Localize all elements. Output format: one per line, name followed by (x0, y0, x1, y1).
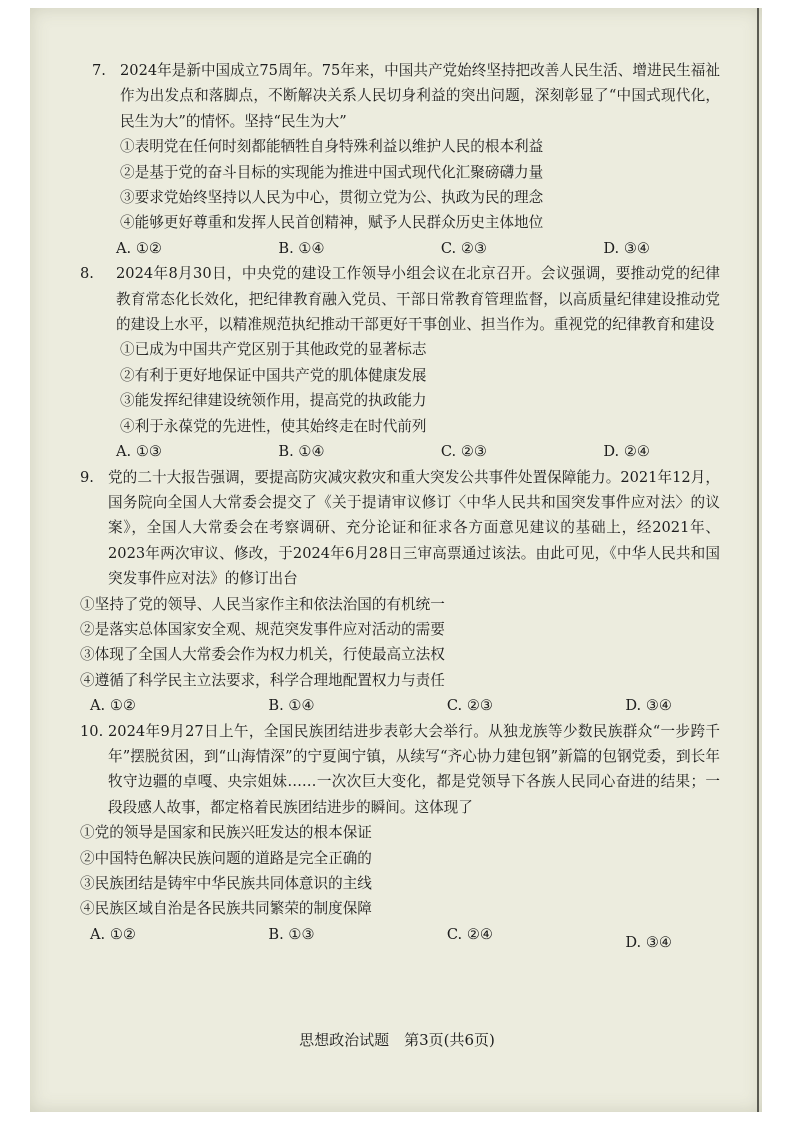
answer-options (80, 922, 720, 951)
option-c: C. ②③ (440, 239, 487, 257)
option-b: B. ①④ (278, 239, 325, 257)
statement-1: ①坚持了党的领导、人民当家作主和依法治国的有机统一 (80, 595, 445, 613)
statement-4: ④利于永葆党的先进性，使其始终走在时代前列 (120, 417, 427, 435)
option-a: A. ①③ (116, 443, 162, 461)
statement-4: ④能够更好尊重和发挥人民首创精神，赋予人民群众历史主体地位 (120, 214, 544, 232)
statement-1: ①表明党在任何时刻都能牺牲自身特殊利益以维护人民的根本利益 (120, 138, 544, 156)
option-c: C. ②③ (440, 443, 487, 461)
statement-1: ①党的领导是国家和民族兴旺发达的根本保证 (80, 824, 372, 842)
question-7 (80, 58, 720, 261)
statement-4: ④遵循了科学民主立法要求，科学合理地配置权力与责任 (80, 671, 445, 689)
stem-text: 2024年8月30日，中央党的建设工作领导小组会议在北京召开。会议强调，要推动党的纪律教育常态化长效化，把纪律教育融入党员、干部日常教育管理监督，以高质量纪律建设推动党的建设上水平，以精准规范执纪推动干部更好干事创业、担当作为。重视党的纪律教育和建设 (116, 265, 720, 334)
question-8 (80, 261, 720, 464)
statement-3: ③要求党始终坚持以人民为中心，贯彻立党为公、执政为民的理念 (120, 189, 544, 207)
statement-2: ②是基于党的奋斗目标的实现能为推进中国式现代化汇聚磅礴力量 (120, 163, 544, 181)
stem-text: 2024年是新中国成立75周年。75年来，中国共产党始终坚持把改善人民生活、增进民生福祉作为出发点和落脚点，不断解决关系人民切身利益的突出问题，深刻彰显了“中国式现代化，民生为大”的情怀。坚持“民生为大” (120, 62, 720, 130)
question-stem (80, 719, 720, 821)
question-10 (80, 719, 720, 951)
statement-2: ②是落实总体国家安全观、规范突发事件应对活动的需要 (80, 620, 445, 638)
stem-text: 党的二十大报告强调，要提高防灾减灾救灾和重大突发公共事件处置保障能力。2021年12月，国务院向全国人大常委会提交了《关于提请审议修订〈中华人民共和国突发事件应对法〉的议案》，全国人大常委会在考察调研、充分论证和征求各方面意见建议的基础上，经2021年、2023年两次审议、修改，于2024年6月28日三审高票通过该法。由此可见，《中华人民共和国突发事件应对法》的修订出台 (108, 468, 720, 588)
option-a: A. ①② (116, 239, 162, 257)
option-d: D. ③④ (625, 933, 672, 951)
statement-3: ③体现了全国人大常委会作为权力机关，行使最高立法权 (80, 646, 445, 664)
statement-2: ②中国特色解决民族问题的道路是完全正确的 (80, 849, 372, 867)
question-stem (80, 465, 720, 592)
option-c: C. ②④ (446, 925, 493, 943)
page-footer: 思想政治试题 第3页(共6页) (299, 1031, 495, 1049)
question-number: 7. (92, 62, 106, 79)
option-b: B. ①④ (268, 697, 315, 715)
option-d: D. ③④ (625, 697, 672, 715)
question-number: 10. (80, 722, 104, 740)
option-b: B. ①④ (278, 443, 325, 461)
question-number: 9. (80, 468, 94, 486)
exam-content (80, 58, 720, 951)
binding-edge-line (757, 8, 759, 1112)
answer-options (80, 439, 720, 464)
option-c: C. ②③ (446, 697, 493, 715)
answer-options (80, 693, 720, 718)
option-b: B. ①③ (268, 925, 315, 943)
option-d: D. ③④ (603, 239, 650, 257)
stem-text: 2024年9月27日上午，全国民族团结进步表彰大会举行。从独龙族等少数民族群众“一步跨千年”摆脱贫困，到“山海情深”的宁夏闽宁镇，从续写“齐心协力建包钢”新篇的包钢党委，到长年牧守边疆的卓嘎、央宗姐妹……一次次巨大变化，都是党领导下各族人民同心奋进的结果；一段段感人故事，都定格着民族团结进步的瞬间。这体现了 (108, 722, 720, 816)
question-stem (80, 58, 720, 134)
question-stem (80, 261, 720, 337)
answer-options (80, 236, 720, 261)
option-a: A. ①② (90, 697, 136, 715)
option-d: D. ②④ (603, 443, 650, 461)
statement-3: ③能发挥纪律建设统领作用，提高党的执政能力 (120, 392, 427, 410)
option-a: A. ①② (90, 925, 136, 943)
statement-4: ④民族区域自治是各民族共同繁荣的制度保障 (80, 900, 372, 918)
question-number: 8. (80, 265, 94, 283)
statement-2: ②有利于更好地保证中国共产党的肌体健康发展 (120, 366, 427, 384)
statement-3: ③民族团结是铸牢中华民族共同体意识的主线 (80, 875, 372, 892)
question-9 (80, 465, 720, 719)
statement-1: ①已成为中国共产党区别于其他政党的显著标志 (120, 341, 427, 359)
